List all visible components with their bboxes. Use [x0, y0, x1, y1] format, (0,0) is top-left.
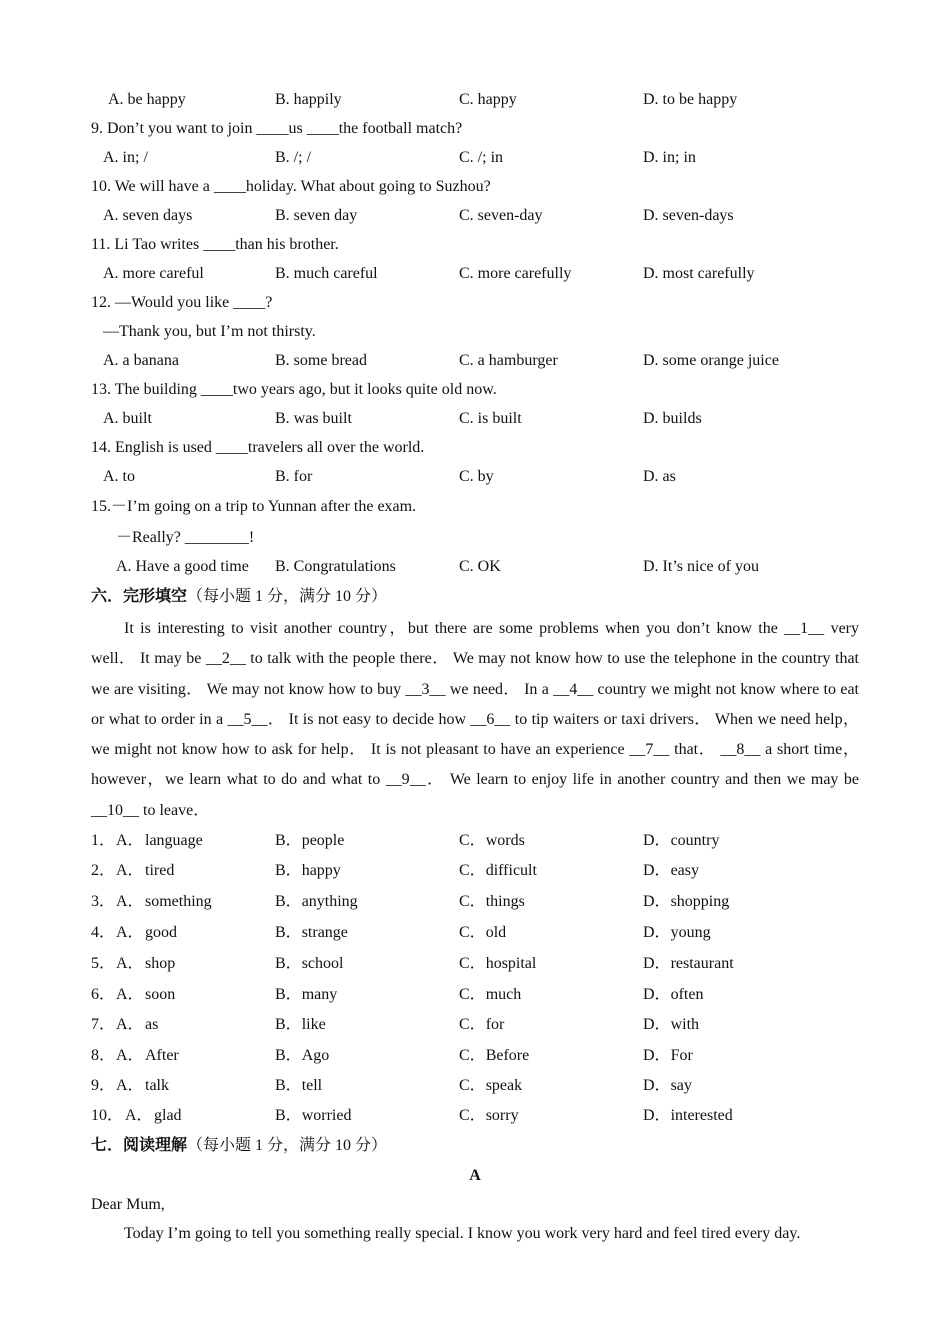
option-c: speak: [485, 1077, 523, 1094]
option-a: A. seven days: [103, 207, 193, 224]
label-a: A．: [116, 955, 144, 972]
label-a: A．: [116, 986, 144, 1003]
section-title: [91, 1134, 387, 1158]
option-d: D. in; in: [643, 149, 696, 166]
option-c: Before: [485, 1047, 530, 1064]
label-d: D．: [643, 832, 671, 849]
option-d: young: [670, 924, 711, 941]
label-a: A．: [116, 893, 144, 910]
option-d: say: [670, 1077, 692, 1094]
question-stem: 14. English is used ____travelers all over the world.: [91, 439, 425, 456]
question-15-reply: [0, 526, 950, 550]
option-a: language: [145, 832, 203, 849]
cloze-option-row: [0, 921, 950, 945]
question-14: [0, 436, 950, 460]
option-b: people: [301, 832, 345, 849]
option-c-cell: [459, 1013, 504, 1037]
option-b-cell: [275, 1044, 329, 1068]
option-a: A. be happy: [108, 91, 186, 108]
option-d-cell: [643, 1074, 692, 1098]
option-b-cell: [275, 983, 337, 1007]
section-note: （每小题 1 分，满分 10 分）: [187, 588, 388, 605]
label-d: D．: [643, 986, 671, 1003]
item-number: 7．: [91, 1016, 116, 1033]
option-b-cell: [275, 1104, 351, 1128]
option-b: many: [301, 986, 338, 1003]
question-stem-reply: —Thank you, but I’m not thirsty.: [103, 323, 316, 340]
cloze-option-row: [0, 859, 950, 883]
cloze-option-row: [0, 1104, 950, 1128]
option-b: happy: [301, 862, 341, 879]
option-d: country: [670, 832, 720, 849]
question-stem: 13. The building ____two years ago, but it looks quite old now.: [91, 381, 497, 398]
label-a: A．: [116, 862, 144, 879]
label-c: C．: [459, 1077, 486, 1094]
option-b: B. some bread: [275, 352, 367, 369]
option-b-cell: [275, 921, 348, 945]
option-c-cell: [459, 829, 525, 853]
salutation-row: [0, 1193, 950, 1217]
option-c: for: [485, 1016, 505, 1033]
label-b: B．: [275, 862, 302, 879]
label-b: B．: [275, 986, 302, 1003]
option-b-cell: [275, 1013, 326, 1037]
option-b-cell: [275, 1074, 322, 1098]
option-c: C. happy: [459, 91, 517, 108]
option-c: C. seven-day: [459, 207, 543, 224]
option-d-cell: [643, 1104, 733, 1128]
section-title-text: 七．阅读理解: [91, 1137, 188, 1154]
option-d: often: [670, 986, 704, 1003]
option-c: old: [485, 924, 507, 941]
option-b: B. Congratulations: [275, 558, 396, 575]
option-c-cell: [459, 1044, 529, 1068]
option-d: shopping: [670, 893, 730, 910]
label-c: C．: [459, 832, 486, 849]
label-c: C．: [459, 893, 486, 910]
label-a: A．: [125, 1107, 153, 1124]
item-number: 5．: [91, 955, 116, 972]
option-d: D. seven-days: [643, 207, 734, 224]
section-6-heading: [0, 585, 950, 609]
question-stem: 12. —Would you like ____?: [91, 294, 273, 311]
option-b: tell: [301, 1077, 323, 1094]
label-d: D．: [643, 1016, 671, 1033]
question-stem: 9. Don’t you want to join ____us ____the football match?: [91, 120, 463, 137]
label-c: C．: [459, 924, 486, 941]
options-row-q13: [0, 407, 950, 431]
option-d: D. as: [643, 468, 676, 485]
item-number: 10．: [91, 1107, 124, 1124]
option-b-cell: [275, 859, 341, 883]
option-b-cell: [275, 890, 358, 914]
passage-first-line: Today I’m going to tell you something really special. I know you work very hard and feel tired every day.: [124, 1225, 801, 1242]
label-b: B．: [275, 893, 302, 910]
option-c-cell: [459, 1074, 522, 1098]
label-d: D．: [643, 893, 671, 910]
option-d-cell: [643, 952, 734, 976]
option-b: B. /; /: [275, 149, 312, 166]
option-b: school: [301, 955, 344, 972]
question-11: [0, 233, 950, 257]
option-a: soon: [145, 986, 176, 1003]
item-number: 3．: [91, 893, 116, 910]
option-c-cell: [459, 921, 506, 945]
section-7-heading: [0, 1134, 950, 1158]
option-b-cell: [275, 829, 344, 853]
option-d: D. builds: [643, 410, 702, 427]
label-b: B．: [275, 955, 302, 972]
option-a: After: [145, 1047, 179, 1064]
option-c: sorry: [485, 1107, 519, 1124]
option-c: C. more carefully: [459, 265, 572, 282]
options-row-q15: [0, 555, 950, 579]
option-d-cell: [643, 983, 703, 1007]
label-a: A．: [116, 1077, 144, 1094]
option-a: tired: [145, 862, 175, 879]
label-b: B．: [275, 1016, 302, 1033]
option-b: B. seven day: [275, 207, 358, 224]
cloze-passage: It is interesting to visit another country，but there are some problems when you don’t know the __1__ very well． It may be __2__ to talk with the people there． We may not know how to use the telephone in the country that we are visiting． We may not know how to buy __3__ we need． In a __4__ country we might not know where to eat or what to order in a __5__． It is not easy to decide how __6__ to tip waiters or taxi drivers． When we need help， we might not know how to ask for help． It is not pleasant to have an experience __7__ that． __8__ a short time， however，we learn what to do and what to __9__． We learn to enjoy life in another country and then we may be __10__ to leave．: [91, 620, 859, 819]
option-c-cell: [459, 859, 537, 883]
option-b: like: [301, 1016, 326, 1033]
question-stem: 11. Li Tao writes ____than his brother.: [91, 236, 339, 253]
cloze-option-row: [0, 1013, 950, 1037]
option-a: shop: [145, 955, 176, 972]
item-number: 4．: [91, 924, 116, 941]
option-d: easy: [670, 862, 699, 879]
option-d-cell: [643, 1044, 693, 1068]
option-c: words: [485, 832, 525, 849]
option-d-cell: [643, 859, 699, 883]
option-d-cell: [643, 921, 711, 945]
option-b: worried: [301, 1107, 352, 1124]
options-row-q14: [0, 465, 950, 489]
option-a: good: [145, 924, 177, 941]
question-9: [0, 117, 950, 141]
options-row-q11: [0, 262, 950, 286]
label-b: B．: [275, 1077, 302, 1094]
item-number: 6．: [91, 986, 116, 1003]
label-c: C．: [459, 986, 486, 1003]
label-a: A．: [116, 1016, 144, 1033]
option-a: A. Have a good time: [116, 558, 249, 575]
option-d: interested: [670, 1107, 733, 1124]
section-note: （每小题 1 分，满分 10 分）: [187, 1137, 388, 1154]
option-d-cell: [643, 890, 729, 914]
label-c: C．: [459, 955, 486, 972]
option-b: B. happily: [275, 91, 342, 108]
option-d: D. It’s nice of you: [643, 558, 759, 575]
passage-heading: A: [469, 1167, 481, 1184]
option-d: restaurant: [670, 955, 734, 972]
option-c: C. by: [459, 468, 494, 485]
label-d: D．: [643, 1107, 671, 1124]
cloze-option-row: [0, 890, 950, 914]
label-b: B．: [275, 1107, 302, 1124]
label-a: A．: [116, 1047, 144, 1064]
label-c: C．: [459, 1016, 486, 1033]
item-number: 1．: [91, 832, 116, 849]
option-b: B. much careful: [275, 265, 378, 282]
option-a: A. built: [103, 410, 152, 427]
option-c: difficult: [485, 862, 537, 879]
question-12-reply: [0, 320, 950, 344]
option-b-cell: [275, 952, 343, 976]
option-d: with: [670, 1016, 700, 1033]
item-number: 9．: [91, 1077, 116, 1094]
cloze-option-row: [0, 1044, 950, 1068]
passage-first-line-row: [0, 1222, 950, 1246]
question-12: [0, 291, 950, 315]
cloze-option-row: [0, 983, 950, 1007]
option-c: C. /; in: [459, 149, 504, 166]
label-d: D．: [643, 862, 671, 879]
options-row-q8: [0, 88, 950, 112]
question-10: [0, 175, 950, 199]
options-row-q9: [0, 146, 950, 170]
option-c-cell: [459, 890, 525, 914]
option-c: things: [485, 893, 525, 910]
section-title: [91, 585, 387, 609]
option-c: much: [485, 986, 522, 1003]
salutation: Dear Mum,: [91, 1196, 165, 1213]
label-b: B．: [275, 1047, 302, 1064]
label-d: D．: [643, 924, 671, 941]
item-number: 8．: [91, 1047, 116, 1064]
option-d-cell: [643, 829, 719, 853]
option-a: something: [145, 893, 212, 910]
option-d: D. some orange juice: [643, 352, 779, 369]
label-a: A．: [116, 924, 144, 941]
question-15: [0, 495, 950, 519]
option-a: A. more careful: [103, 265, 204, 282]
label-b: B．: [275, 832, 302, 849]
option-d: D. to be happy: [643, 91, 738, 108]
option-d: For: [670, 1047, 693, 1064]
option-b: strange: [301, 924, 348, 941]
item-number: 2．: [91, 862, 116, 879]
option-a: A. a banana: [103, 352, 179, 369]
option-d: D. most carefully: [643, 265, 755, 282]
options-row-q10: [0, 204, 950, 228]
cloze-option-row: [0, 1074, 950, 1098]
label-a: A．: [116, 832, 144, 849]
passage-a-heading-row: [0, 1164, 950, 1188]
option-b: B. for: [275, 468, 313, 485]
options-row-q12: [0, 349, 950, 373]
option-c-cell: [459, 952, 536, 976]
label-b: B．: [275, 924, 302, 941]
option-a: A. to: [103, 468, 135, 485]
option-a: A. in; /: [103, 149, 148, 166]
option-c: C. OK: [459, 558, 501, 575]
cloze-option-row: [0, 829, 950, 853]
label-d: D．: [643, 955, 671, 972]
option-b: B. was built: [275, 410, 352, 427]
option-c: C. a hamburger: [459, 352, 558, 369]
section-title-text: 六．完形填空: [91, 588, 188, 605]
cloze-option-row: [0, 952, 950, 976]
option-c-cell: [459, 1104, 519, 1128]
question-13: [0, 378, 950, 402]
option-c-cell: [459, 983, 521, 1007]
question-stem-reply: －Really? ________!: [116, 529, 255, 546]
label-d: D．: [643, 1047, 671, 1064]
label-c: C．: [459, 1107, 486, 1124]
question-stem: 10. We will have a ____holiday. What about going to Suzhou?: [91, 178, 491, 195]
option-c: hospital: [485, 955, 537, 972]
option-a: glad: [154, 1107, 182, 1124]
option-a: as: [145, 1016, 159, 1033]
label-d: D．: [643, 1077, 671, 1094]
label-c: C．: [459, 1047, 486, 1064]
question-stem: 15.－I’m going on a trip to Yunnan after the exam.: [91, 498, 417, 515]
option-a: talk: [145, 1077, 169, 1094]
option-c: C. is built: [459, 410, 522, 427]
option-b: Ago: [301, 1047, 330, 1064]
label-c: C．: [459, 862, 486, 879]
option-d-cell: [643, 1013, 699, 1037]
option-b: anything: [301, 893, 358, 910]
